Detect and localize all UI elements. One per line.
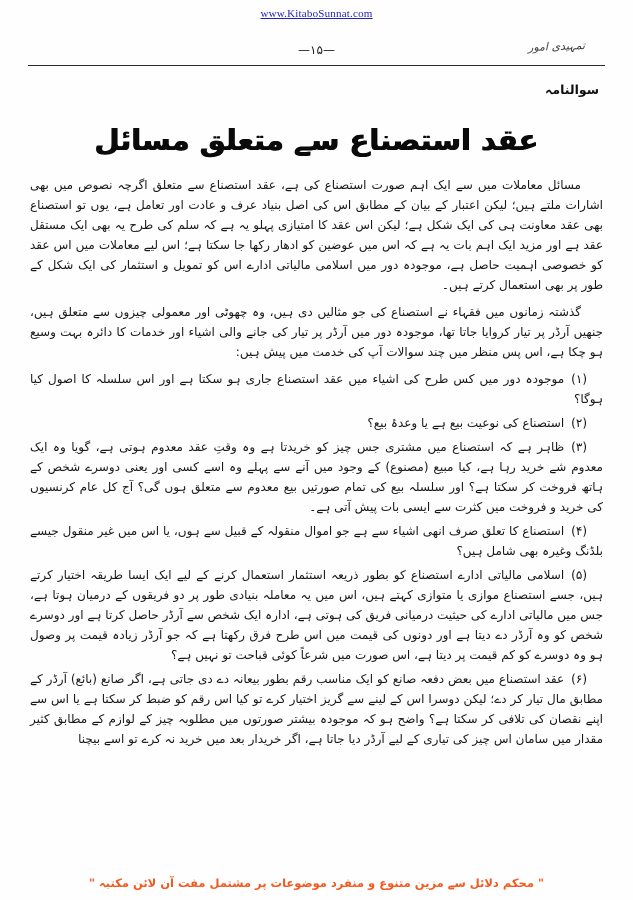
question-text: استصناع کی نوعیت بیع ہے یا وعدۂ بیع؟ (367, 416, 565, 430)
header-topic-label: تمہیدی امور (527, 39, 586, 54)
question-number: (۱) (571, 372, 587, 386)
page-number: —۱۵— (298, 43, 335, 57)
question-item (30, 521, 603, 561)
question-item (30, 369, 603, 409)
question-item (30, 437, 603, 517)
question-text: عقد استصناع میں بعض دفعہ صانع کو ایک مناسب رقم بطور بیعانہ دے دی جاتی ہے، اگر صانع (بائع) آرڈر کے مطابق مال تیار کر دے؛ لیکن دوسرا اس کے لینے سے گریز اختیار کرے تو کیا اس رقم کو ضبط کر سکتا ہے یا اس سے اپنے نقصان کی تلافی کر سکتا ہے؟ واضح ہو کہ موجودہ بیشتر صورتوں میں مطلوبہ چیز کے لوازم کے مطابق کثیر مقدار میں سامان اس چیز کی تیاری کے لیے آرڈر دیا جاتا ہے، اگر خریدار بعد میں خرید نہ کرے تو اسے بیچنا (30, 672, 603, 746)
header-divider (28, 65, 605, 66)
question-text: ظاہر ہے کہ استصناع میں مشتری جس چیز کو خریدتا ہے وہ وقتِ عقد معدوم ہوتی ہے، گویا وہ ایک معدوم شے خرید رہا ہے، کیا مبیع (مصنوع) کے وجود میں آنے سے پہلے وہ اسے کسی اور یعنی دوسرے شخص کے ہاتھ فروخت کر سکتا ہے؟ اور سلسلہ بیع کی تمام صورتیں بیع معدوم سے متعلق ہوں گی؟ آج کل عام کرنسیوں کی خرید و فروخت میں کثرت سے ایسی بات پیش آتی ہے۔ (30, 440, 603, 514)
question-number: (۶) (571, 672, 587, 686)
question-number: (۳) (571, 440, 587, 454)
page-title: عقد استصناع سے متعلق مسائل (94, 123, 539, 157)
page-header (30, 40, 603, 62)
question-number: (۵) (571, 568, 587, 582)
website-link[interactable]: www.KitaboSunnat.com (260, 8, 373, 20)
body-text (30, 175, 603, 749)
question-item (30, 413, 603, 433)
intro-paragraph: مسائل معاملات میں سے ایک اہم صورت استصناع کی ہے، عقد استصناع سے متعلق اگرچہ نصوص میں بھی اشارات ملتے ہیں؛ لیکن اعتبار کے بیان کے مطابق اس کی اصل بنیاد عرف و عادت اور تعامل ہے، یوں تو استصناع بھی عقد معاونت ہی کی ایک شکل ہے؛ لیکن اس عقد کا امتیازی پہلو یہ ہے کہ سلم کی طرح یہ بھی ایک مستقل عقد ہے اور مزید ایک اہم بات یہ ہے کہ اس میں عوضین کو ادھار رکھا جا سکتا ہے؛ اس لیے معاملات میں اس عقد کو خصوصی اہمیت حاصل ہے، موجودہ دور میں اسلامی مالیاتی ادارے اس کو تمویل و استثمار کی ایک شکل کے طور پر بھی استعمال کرتے ہیں۔ (30, 178, 603, 292)
question-text: استصناع کا تعلق صرف انھی اشیاء سے ہے جو اموال منقولہ کے قبیل سے ہوں، یا اس میں غیر منقول جیسے بلڈنگ وغیرہ بھی شامل ہیں؟ (30, 524, 603, 558)
question-item (30, 565, 603, 665)
section-label: سوالنامہ (545, 82, 599, 97)
question-item (30, 669, 603, 749)
question-number: (۴) (571, 524, 587, 538)
footer-banner: " محکم دلائل سے مزین متنوع و منفرد موضوعات پر مشتمل مفت آن لائن مکتبہ " (89, 876, 544, 890)
question-text: اسلامی مالیاتی ادارے استصناع کو بطور ذریعہ استثمار استعمال کرنے کے لیے ایک ایسا طریقہ اختیار کرتے ہیں، جسے استصناع موازی یا متوازی کہتے ہیں، اس میں یہ معاملہ بنیادی طور پر دو فریقوں کے درمیان ہوتا ہے، جس میں مالیاتی ادارے کی حیثیت درمیانی فریق کی ہوتی ہے، ادارہ ایک شخص سے آرڈر حاصل کرتا ہے اور دوسرے شخص کو وہ آرڈر دے دیتا ہے اور دونوں کی قیمت میں اس طرح فرق رکھتا ہے کہ جو آرڈر زیادہ قیمت پر وصول ہو وہ دوسرے کو کم قیمت پر دیتا ہے، اس صورت میں شرعاً کوئی قباحت تو نہیں ہے؟ (30, 568, 603, 662)
intro-paragraph: گذشتہ زمانوں میں فقہاء نے استصناع کی جو مثالیں دی ہیں، وہ چھوٹی اور معمولی چیزوں سے متعلق ہیں، جنھیں آرڈر پر تیار کروایا جاتا تھا، موجودہ دور میں آرڈر پر تیار کی جانے والی اشیاء اور خدمات کا دائرہ بہت وسیع ہو چکا ہے، اس پس منظر میں چند سوالات آپ کی خدمت میں پیش ہیں: (30, 305, 603, 359)
question-text: موجودہ دور میں کس طرح کی اشیاء میں عقد استصناع جاری ہو سکتا ہے اور اس سلسلہ کا اصول کیا ہوگا؟ (30, 372, 603, 406)
question-number: (۲) (571, 416, 587, 430)
